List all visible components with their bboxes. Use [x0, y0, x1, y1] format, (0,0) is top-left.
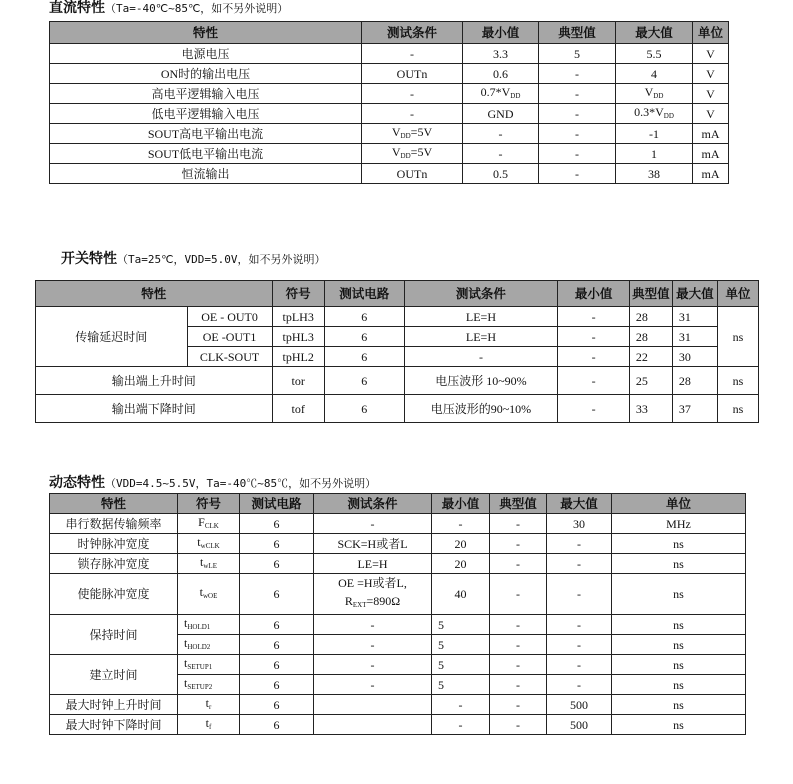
dyn-cell-min: 20 [432, 554, 490, 574]
sw-cell-circ: 6 [324, 327, 404, 347]
dc-cell-cond: OUTn [362, 64, 463, 84]
dyn-cell-name: 时钟脉冲宽度 [50, 534, 178, 554]
sw-cell-sym: tpHL3 [272, 327, 324, 347]
dyn-cell-cond: - [314, 615, 432, 635]
dc-max-text: 0.3*V [634, 104, 664, 119]
dyn-cell-name: 使能脉冲宽度 [50, 574, 178, 615]
dc-cell-cond [362, 144, 463, 164]
dc-cond-text: V [391, 124, 401, 139]
sw-title [61, 251, 325, 268]
dyn-sym-sub: wOE [202, 592, 218, 600]
dyn-cell-min: 5 [432, 615, 490, 635]
dc-cell-unit: V [693, 44, 729, 64]
dyn-cell-unit: ns [612, 715, 746, 735]
sw-cell-unit: ns [717, 395, 758, 423]
dyn-cell-circ: 6 [240, 635, 314, 655]
dyn-cell-min: 40 [432, 574, 490, 615]
dyn-sym-text: t [184, 655, 188, 670]
dc-cond-tail: =5V [410, 144, 433, 159]
dc-cell-typ: - [539, 64, 616, 84]
dc-cell-cond: - [362, 44, 463, 64]
sw-cell-max: 28 [672, 367, 717, 395]
dc-max-text: V [644, 84, 654, 99]
dyn-header-cond: 测试条件 [314, 494, 432, 514]
dyn-sym-sub: r [209, 702, 212, 711]
sw-cell-typ: 28 [629, 307, 672, 327]
sw-cell-group-name: 传输延迟时间 [36, 307, 188, 367]
dyn-header-max: 最大值 [547, 494, 612, 514]
dyn-cell-sym [178, 534, 240, 554]
sw-header-param: 特性 [36, 281, 273, 307]
sw-table [35, 280, 759, 423]
dc-cell-min: 0.6 [463, 64, 539, 84]
dyn-cell-circ: 6 [240, 514, 314, 534]
dc-cell-min: - [463, 124, 539, 144]
dc-cell-name: 高电平逻辑输入电压 [50, 84, 362, 104]
dyn-cell-cond: - [314, 514, 432, 534]
dyn-cell-circ: 6 [240, 655, 314, 675]
dyn-cell-unit: ns [612, 554, 746, 574]
dc-min-text: 0.7*V [480, 84, 511, 99]
dyn-row-hold [50, 615, 746, 635]
dyn-cell-unit: ns [612, 675, 746, 695]
dyn-cell-unit: ns [612, 534, 746, 554]
dyn-header-circ: 测试电路 [240, 494, 314, 514]
dc-cell-cond: - [362, 84, 463, 104]
dc-table [49, 21, 729, 184]
dyn-cell-max: 30 [547, 514, 612, 534]
dyn-sym-sub: HOLD2 [187, 642, 211, 651]
sw-header-max: 最大值 [672, 281, 717, 307]
sw-cell-max: 37 [672, 395, 717, 423]
sw-cell-cond: LE=H [404, 307, 558, 327]
dyn-sym-sub: CLK [204, 521, 219, 530]
sw-cell-name: 输出端上升时间 [36, 367, 273, 395]
dyn-cell-name: 最大时钟上升时间 [50, 695, 178, 715]
dyn-cell-sym [178, 695, 240, 715]
dyn-cell-cond: - [314, 675, 432, 695]
dyn-cell-cond [314, 695, 432, 715]
dyn-header-min: 最小值 [432, 494, 490, 514]
sw-cell-unit: ns [717, 367, 758, 395]
dyn-cell-unit: ns [612, 635, 746, 655]
dyn-sym-text: t [200, 554, 204, 569]
sw-header-unit: 单位 [717, 281, 758, 307]
dyn-table [49, 493, 746, 735]
dyn-cell-typ: - [490, 514, 547, 534]
dyn-cell-max: - [547, 655, 612, 675]
dc-title-text: 直流特性 [49, 0, 105, 16]
dc-cell-max: 4 [616, 64, 693, 84]
sw-cell-name: 输出端下降时间 [36, 395, 273, 423]
dc-cell-min: 3.3 [463, 44, 539, 64]
sw-cell-min: - [558, 395, 630, 423]
dc-cell-min: 0.5 [463, 164, 539, 184]
sw-cell-min: - [558, 307, 630, 327]
dc-cell-name: SOUT低电平输出电流 [50, 144, 362, 164]
dc-cell-cond: OUTn [362, 164, 463, 184]
dyn-sym-sub: f [209, 722, 212, 731]
dyn-cell-sym [178, 615, 240, 635]
dyn-cell-sym [178, 574, 240, 615]
dc-cond-tail: =5V [410, 124, 433, 139]
dyn-cell-circ: 6 [240, 715, 314, 735]
sw-cell-max: 30 [672, 347, 717, 367]
dyn-cell-name: 建立时间 [50, 655, 178, 695]
dyn-cell-max: 500 [547, 715, 612, 735]
dc-header-min: 最小值 [463, 22, 539, 44]
sw-cell-cond: 电压波形 10~90% [404, 367, 558, 395]
dc-header-unit: 单位 [693, 22, 729, 44]
dc-max-sub: DD [653, 91, 664, 100]
sw-row-rise [36, 367, 759, 395]
sw-cell-typ: 28 [629, 327, 672, 347]
dc-max-sub: DD [663, 111, 674, 120]
dyn-cell-typ: - [490, 615, 547, 635]
dc-cell-typ: - [539, 104, 616, 124]
dyn-sym-text: t [199, 585, 203, 599]
dc-header-typ: 典型值 [539, 22, 616, 44]
dyn-title-text: 动态特性 [49, 475, 105, 491]
dyn-cell-unit: ns [612, 695, 746, 715]
dc-min-sub: DD [510, 91, 521, 100]
sw-cell-sym: tor [272, 367, 324, 395]
dc-row [50, 124, 729, 144]
dc-cell-unit: mA [693, 124, 729, 144]
dyn-cell-name: 锁存脉冲宽度 [50, 554, 178, 574]
sw-cell-cond: 电压波形的90~10% [404, 395, 558, 423]
dyn-cell-min: - [432, 514, 490, 534]
dyn-cond-line1: OE =H或者L, [338, 576, 407, 590]
dyn-sym-sub: SETUP1 [187, 662, 213, 671]
dc-cell-max [616, 84, 693, 104]
sw-cell-min: - [558, 367, 630, 395]
dyn-cell-circ: 6 [240, 574, 314, 615]
sw-cell-sym: tpHL2 [272, 347, 324, 367]
dc-cell-name: SOUT高电平输出电流 [50, 124, 362, 144]
dyn-cell-min: - [432, 715, 490, 735]
dyn-cell-circ: 6 [240, 554, 314, 574]
dyn-cell-min: 5 [432, 675, 490, 695]
sw-cell-circ: 6 [324, 307, 404, 327]
dyn-cond-sub: EXT [352, 601, 367, 609]
dc-cond-text: V [391, 144, 401, 159]
dyn-cell-unit: ns [612, 655, 746, 675]
sw-header-row [36, 281, 759, 307]
dyn-cell-sym [178, 635, 240, 655]
sw-cell-typ: 22 [629, 347, 672, 367]
dc-cell-unit: mA [693, 164, 729, 184]
dyn-cell-circ: 6 [240, 675, 314, 695]
dyn-cell-name: 串行数据传输频率 [50, 514, 178, 534]
dyn-sym-sub: HOLD1 [187, 622, 211, 631]
dyn-sym-text: t [205, 695, 209, 710]
dc-header-cond: 测试条件 [362, 22, 463, 44]
dyn-cell-max: - [547, 574, 612, 615]
dyn-cell-circ: 6 [240, 695, 314, 715]
dyn-header-typ: 典型值 [490, 494, 547, 514]
dc-cell-unit: V [693, 104, 729, 124]
dc-row [50, 144, 729, 164]
dc-row [50, 84, 729, 104]
dc-header-max: 最大值 [616, 22, 693, 44]
dc-cell-cond: - [362, 104, 463, 124]
dyn-cell-sym [178, 655, 240, 675]
dyn-header-unit: 单位 [612, 494, 746, 514]
dc-cell-name: 恒流输出 [50, 164, 362, 184]
sw-cell-min: - [558, 347, 630, 367]
sw-header-typ: 典型值 [629, 281, 672, 307]
dyn-cell-typ: - [490, 574, 547, 615]
dyn-cell-max: - [547, 554, 612, 574]
dc-cell-unit: V [693, 64, 729, 84]
dyn-sym-text: t [197, 534, 201, 549]
dyn-sym-text: t [184, 635, 188, 650]
dc-cell-max: 1 [616, 144, 693, 164]
dc-cell-max: 5.5 [616, 44, 693, 64]
dc-header-row [50, 22, 729, 44]
dyn-cell-min: 5 [432, 635, 490, 655]
sw-header-cond: 测试条件 [404, 281, 558, 307]
sw-header-circ: 测试电路 [324, 281, 404, 307]
dyn-cell-min: 20 [432, 534, 490, 554]
sw-cell-cond: - [404, 347, 558, 367]
dyn-cell-cond: - [314, 635, 432, 655]
dc-cell-typ: - [539, 164, 616, 184]
dyn-sym-text: F [198, 514, 205, 529]
sw-cell-circ: 6 [324, 367, 404, 395]
dc-cond-sub: DD [400, 151, 411, 160]
dc-cell-typ: 5 [539, 44, 616, 64]
dc-cell-typ: - [539, 84, 616, 104]
dyn-cell-name: 保持时间 [50, 615, 178, 655]
dyn-sym-text: t [184, 675, 188, 690]
dc-row [50, 164, 729, 184]
dc-cell-max [616, 104, 693, 124]
dc-cell-max: 38 [616, 164, 693, 184]
dc-cell-name: 低电平逻辑输入电压 [50, 104, 362, 124]
dyn-cell-max: - [547, 675, 612, 695]
dyn-header-row [50, 494, 746, 514]
sw-cell-max: 31 [672, 307, 717, 327]
sw-cell-circ: 6 [324, 395, 404, 423]
dc-row [50, 64, 729, 84]
dyn-cell-typ: - [490, 715, 547, 735]
dyn-cell-typ: - [490, 695, 547, 715]
dyn-cell-max: - [547, 534, 612, 554]
dyn-cell-cond: - [314, 655, 432, 675]
dyn-sym-text: t [184, 615, 188, 630]
dc-cell-name: 电源电压 [50, 44, 362, 64]
dc-cell-typ: - [539, 144, 616, 164]
dc-cell-min: GND [463, 104, 539, 124]
dyn-cell-max: 500 [547, 695, 612, 715]
dc-header-param: 特性 [50, 22, 362, 44]
sw-cell-unit: ns [717, 307, 758, 367]
dyn-cell-min: - [432, 695, 490, 715]
sw-cell-min: - [558, 327, 630, 347]
dc-cell-min [463, 84, 539, 104]
sw-cell-sub: CLK-SOUT [187, 347, 272, 367]
dyn-cell-min: 5 [432, 655, 490, 675]
dc-title [49, 0, 288, 17]
dyn-sym-text: t [205, 715, 209, 730]
dc-cell-unit: mA [693, 144, 729, 164]
dyn-title [49, 475, 376, 492]
sw-cell-circ: 6 [324, 347, 404, 367]
dyn-cell-typ: - [490, 554, 547, 574]
dyn-row [50, 534, 746, 554]
dyn-cell-sym [178, 554, 240, 574]
dyn-cell-sym [178, 675, 240, 695]
dyn-cell-typ: - [490, 635, 547, 655]
dyn-condition: （VDD=4.5~5.5V，Ta=-40℃~85℃，如不另外说明） [105, 477, 377, 490]
dc-cell-name: ON时的输出电压 [50, 64, 362, 84]
dyn-cell-unit: ns [612, 574, 746, 615]
sw-cell-sub: OE -OUT1 [187, 327, 272, 347]
dyn-cell-circ: 6 [240, 615, 314, 635]
dyn-cell-unit: ns [612, 615, 746, 635]
dyn-cell-cond: LE=H [314, 554, 432, 574]
sw-header-sym: 符号 [272, 281, 324, 307]
dyn-cell-typ: - [490, 675, 547, 695]
dyn-cond-tail: =890Ω [366, 594, 401, 608]
dc-cell-unit: V [693, 84, 729, 104]
dyn-sym-sub: SETUP2 [187, 682, 213, 691]
sw-row-fall [36, 395, 759, 423]
sw-cell-max: 31 [672, 327, 717, 347]
dc-cell-cond [362, 124, 463, 144]
sw-cell-cond: LE=H [404, 327, 558, 347]
dc-row [50, 44, 729, 64]
dyn-cell-cond [314, 574, 432, 615]
dyn-cond-line2: R [344, 594, 353, 608]
dyn-row [50, 554, 746, 574]
sw-header-min: 最小值 [558, 281, 630, 307]
sw-title-text: 开关特性 [61, 251, 117, 267]
dyn-row [50, 514, 746, 534]
dyn-cell-sym [178, 715, 240, 735]
dc-cell-typ: - [539, 124, 616, 144]
dyn-row-tail [50, 695, 746, 715]
sw-cell-sym: tpLH3 [272, 307, 324, 327]
dyn-row [50, 574, 746, 615]
dyn-cell-sym [178, 514, 240, 534]
dc-cond-sub: DD [400, 131, 411, 140]
dyn-cell-max: - [547, 615, 612, 635]
dyn-cell-circ: 6 [240, 534, 314, 554]
sw-cell-sub: OE - OUT0 [187, 307, 272, 327]
dyn-header-param: 特性 [50, 494, 178, 514]
dyn-cell-cond: SCK=H或者L [314, 534, 432, 554]
dyn-cell-max: - [547, 635, 612, 655]
dc-cell-min: - [463, 144, 539, 164]
dyn-row-setup [50, 655, 746, 675]
dyn-cell-cond [314, 715, 432, 735]
dyn-row-tail [50, 715, 746, 735]
dyn-cell-typ: - [490, 534, 547, 554]
dc-condition: （Ta=-40℃~85℃，如不另外说明） [105, 2, 289, 15]
sw-cell-sym: tof [272, 395, 324, 423]
dyn-cell-unit: MHz [612, 514, 746, 534]
sw-condition: （Ta=25℃，VDD=5.0V，如不另外说明） [117, 253, 326, 266]
dyn-sym-sub: wCLK [200, 541, 220, 550]
sw-row [36, 307, 759, 327]
dyn-sym-sub: wLE [203, 561, 217, 570]
dc-row [50, 104, 729, 124]
sw-cell-typ: 25 [629, 367, 672, 395]
dyn-cell-name: 最大时钟下降时间 [50, 715, 178, 735]
dyn-cell-typ: - [490, 655, 547, 675]
dc-cell-max: -1 [616, 124, 693, 144]
dyn-header-sym: 符号 [178, 494, 240, 514]
sw-cell-typ: 33 [629, 395, 672, 423]
